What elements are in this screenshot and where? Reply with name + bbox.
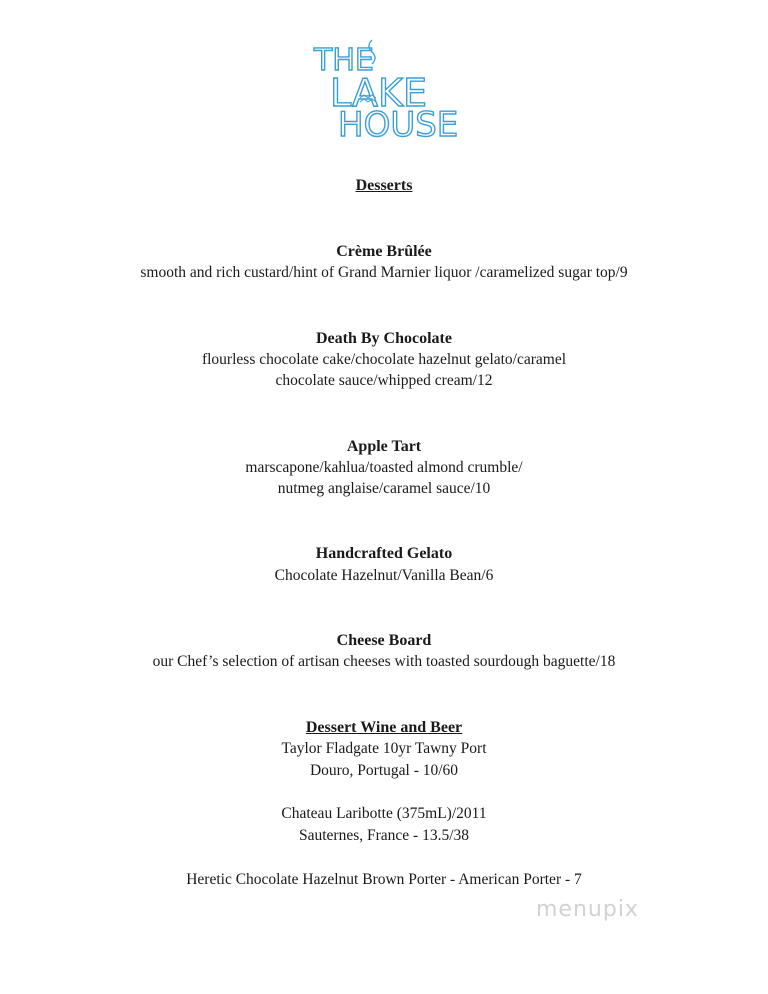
wine-line: Douro, Portugal - 10/60	[309, 762, 459, 779]
logo-line-1: THE	[314, 43, 374, 78]
item-title: Crème Brûlée	[336, 243, 432, 260]
item-description: nutmeg anglaise/caramel sauce/10	[277, 480, 491, 497]
logo-line-3: HOUSE	[338, 105, 459, 145]
item-description: Chocolate Hazelnut/Vanilla Bean/6	[274, 567, 494, 584]
item-description: chocolate sauce/whipped cream/12	[275, 372, 493, 389]
item-description: our Chef’s selection of artisan cheeses with toasted sourdough baguette/18	[152, 653, 616, 670]
logo-line-2: LAKE	[330, 71, 427, 115]
wine-line: Taylor Fladgate 10yr Tawny Port	[281, 740, 487, 757]
item-description: flourless chocolate cake/chocolate hazelnut gelato/caramel	[201, 351, 567, 368]
wine-line: Chateau Laribotte (375mL)/2011	[281, 805, 487, 822]
item-description: smooth and rich custard/hint of Grand Marnier liquor /caramelized sugar top/9	[140, 264, 628, 281]
item-title: Handcrafted Gelato	[315, 545, 453, 562]
beer-line: Heretic Chocolate Hazelnut Brown Porter - American Porter - 7	[186, 871, 582, 888]
menupix-watermark: menupix	[536, 897, 639, 922]
item-title: Apple Tart	[346, 438, 422, 455]
lake-house-logo	[300, 36, 470, 146]
item-title: Death By Chocolate	[316, 330, 452, 347]
desserts-heading: Desserts	[355, 177, 413, 194]
wine-heading: Dessert Wine and Beer	[305, 719, 463, 736]
wine-line: Sauternes, France - 13.5/38	[298, 827, 470, 844]
item-title: Cheese Board	[336, 632, 432, 649]
item-description: marscapone/kahlua/toasted almond crumble/	[245, 459, 523, 476]
logo-graphic	[300, 36, 470, 146]
